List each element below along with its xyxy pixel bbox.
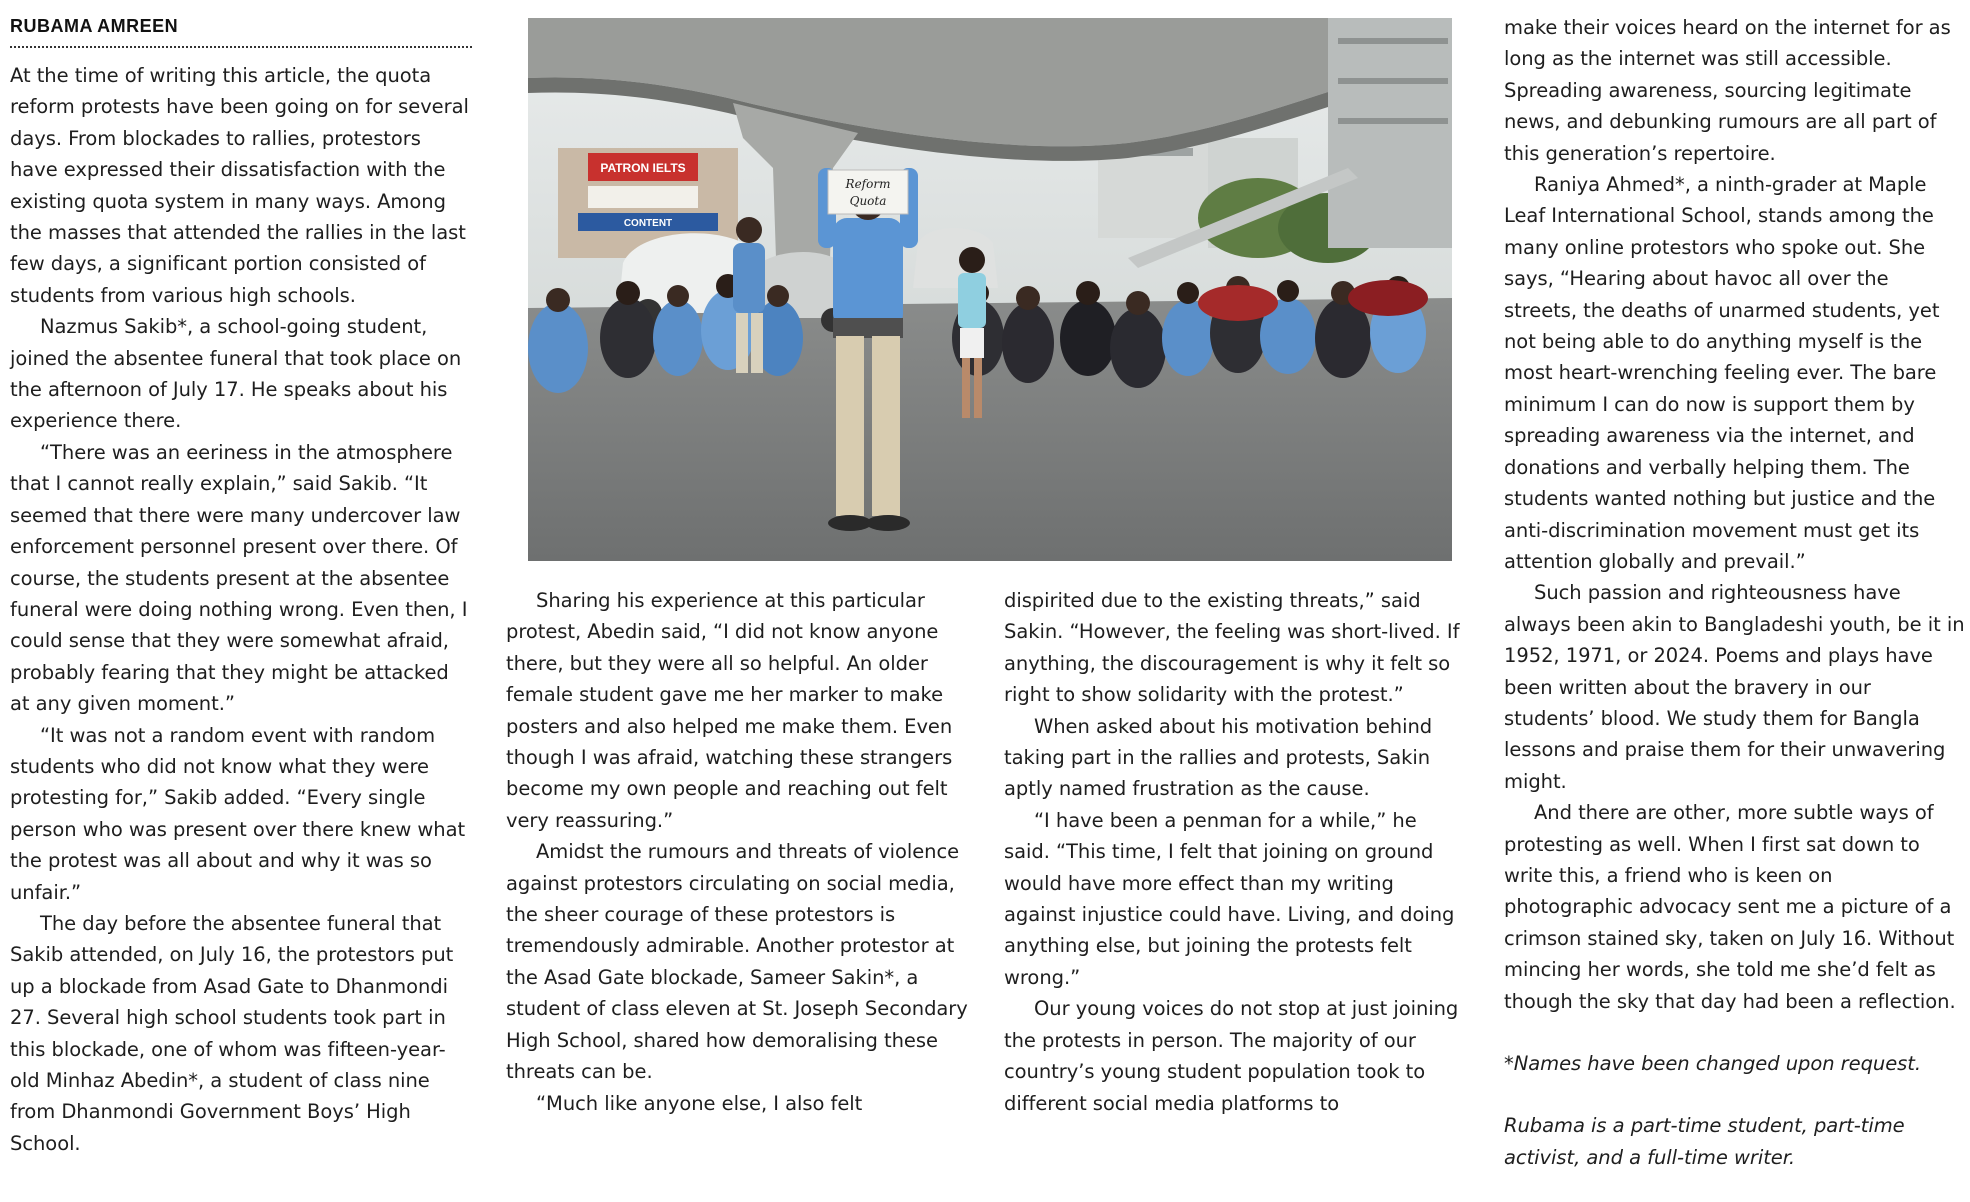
byline-divider (10, 46, 472, 48)
paragraph: Such passion and righteousness have always been akin to Bangladeshi youth, be it in 1952, 1971, or 2024. Poems and plays have been written about the bravery in our students’ blood. We study them for Bangla lessons and praise them for their unwavering might. (1504, 581, 1965, 793)
paragraph: “Much like anyone else, I also felt (536, 1091, 863, 1115)
paragraph: “It was not a random event with random students who did not know what they were protesting for,” Sakib added. “Every single person who was present over there knew what the protest was all about and why it was so unfair.” (10, 723, 466, 904)
paragraph: And there are other, more subtle ways of protesting as well. When I first sat down to write this, a friend who is keen on photographic advocacy sent me a picture of a crimson stained sky, taken on July 16. Without mincing her words, she told me she’d felt as though the sky that day had been a reflection. (1504, 801, 1956, 1013)
byline: RUBAMA AMREEN (10, 16, 179, 36)
paragraph: “I have been a penman for a while,” he said. “This time, I felt that joining on ground would have more effect than my writing against injustice could have. Living, and doing anything else, but joining the protests felt wrong.” (1004, 808, 1455, 989)
column-2 (506, 585, 968, 1119)
protest-photo (528, 18, 1452, 561)
column-3 (1004, 585, 1466, 1119)
shop-sign-text-2: CONTENT (623, 218, 673, 229)
paragraph: Sharing his experience at this particular protest, Abedin said, “I did not know anyone there, but they were all so helpful. An older female student gave me her marker to make posters and also helped me make them. Even though I was afraid, watching these strangers become my own people and reaching out felt very reassuring.” (506, 589, 953, 832)
footbridge (1328, 18, 1452, 248)
paragraph: dispirited due to the existing threats,” said Sakin. “However, the feeling was short-lived. If anything, the discouragement is why it felt so right to show solidarity with the protest.” (1004, 589, 1460, 707)
author-bio: Rubama is a part-time student, part-time activist, and a full-time writer. (1504, 1114, 1905, 1169)
paragraph: Our young voices do not stop at just joining the protests in person. The majority of our country’s young student population took to different social media platforms to (1004, 997, 1459, 1115)
column-4 (1504, 12, 1966, 1173)
paragraph: Raniya Ahmed*, a ninth-grader at Maple Leaf International School, stands among the many online protestors who spoke out. She says, “Hearing about havoc all over the streets, the deaths of unarmed students, yet not being able to do anything myself is the most heart-wrenching feeling ever. The bare minimum I can do now is support them by spreading awareness via the internet, and donations and verbally helping them. The students wanted nothing but justice and the anti-discrimination movement must get its attention globally and prevail.” (1504, 173, 1940, 573)
paragraph: make their voices heard on the internet for as long as the internet was still accessible. Spreading awareness, sourcing legitimate news, and debunking rumours are all part of this generation’s repertoire. (1504, 16, 1951, 165)
footnote: *Names have been changed upon request. (1504, 1052, 1922, 1075)
paragraph: At the time of writing this article, the quota reform protests have been going on for several days. From blockades to rallies, protestors have expressed their dissatisfaction with the existing quota system in many ways. Among the masses that attended the rallies in the last few days, a significant portion consisted of students from various high schools. (10, 64, 469, 307)
paragraph: Nazmus Sakib*, a school-going student, joined the absentee funeral that took place on the afternoon of July 17. He speaks about his experience there. (10, 315, 462, 433)
paragraph: “There was an eeriness in the atmosphere that I cannot really explain,” said Sakib. “It seemed that there were many undercover law enforcement personnel present over there. Of course, the students present at the absentee funeral were doing nothing wrong. Even then, I could sense that they were somewhat afraid, probably fearing that they might be attacked at any given moment.” (10, 440, 468, 716)
shop-sign-text: PATRON IELTS (600, 161, 686, 175)
sign-text-line1: Reform (845, 177, 891, 191)
paragraph: Amidst the rumours and threats of violence against protestors circulating on social media, the sheer courage of these protestors is tremendously admirable. Another protestor at the Asad Gate blockade, Sameer Sakin*, a student of class eleven at St. Joseph Secondary High School, shared how demoralising these threats can be. (506, 840, 968, 1084)
motorbike (1198, 285, 1278, 321)
paragraph: When asked about his motivation behind taking part in the rallies and protests, Sakin aptly named frustration as the cause. (1004, 714, 1433, 801)
column-1 (10, 12, 472, 1159)
sign-text-line2: Quota (849, 194, 887, 208)
paragraph: The day before the absentee funeral that Sakib attended, on July 16, the protestors put up a blockade from Asad Gate to Dhanmondi 27. Several high school students took part in this blockade, one of whom was fifteen-year-old Minhaz Abedin*, a student of class nine from Dhanmondi Government Boys’ High School. (10, 911, 454, 1155)
